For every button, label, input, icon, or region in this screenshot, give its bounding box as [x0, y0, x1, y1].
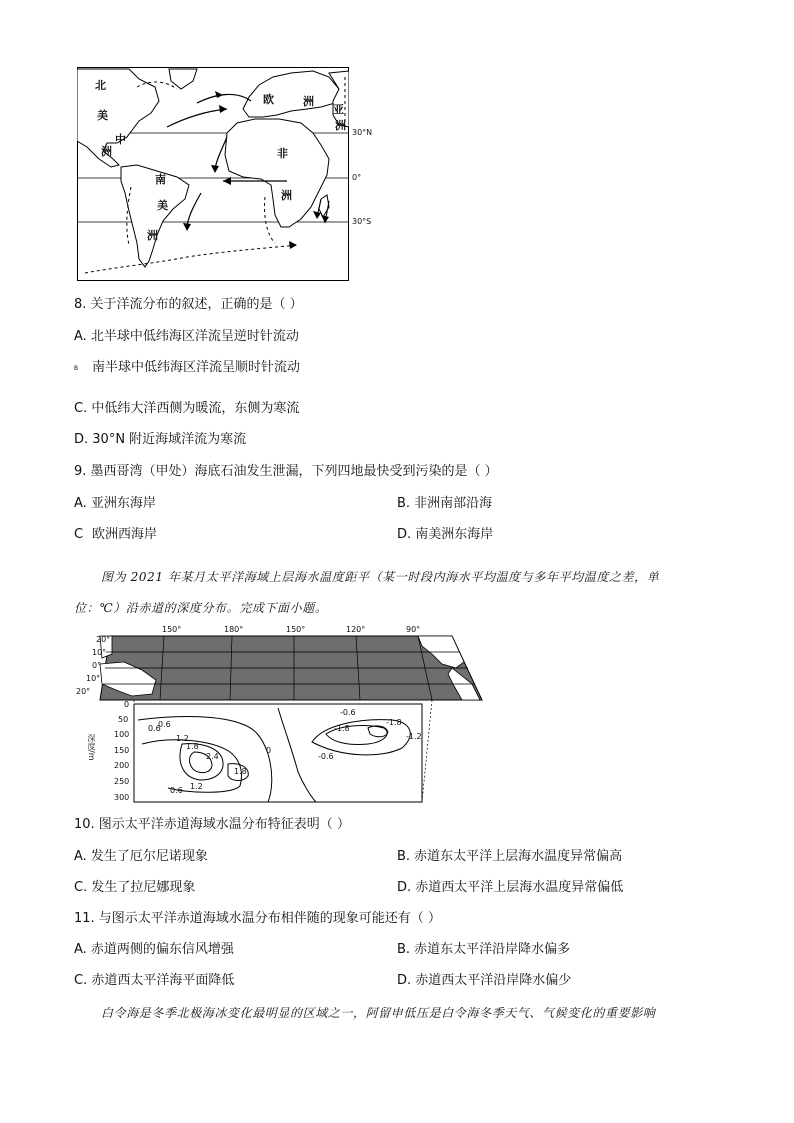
question-9-stem: 9. 墨西哥湾（甲处）海底石油发生泄漏，下列四地最快受到污染的是（ ）	[74, 464, 498, 479]
passage-bering-sea-line1: 白令海是冬季北极海冰变化最明显的区域之一，阿留申低压是白令海冬季天气、气候变化的重要影响	[101, 1006, 656, 1020]
question-8-option-a: A. 北半球中低纬海区洋流呈逆时针流动	[74, 329, 299, 344]
contour-label: 0	[266, 746, 272, 755]
label-europe: 欧	[263, 93, 274, 106]
label-asia-2: 洲	[335, 119, 346, 132]
label-africa-1: 非	[277, 147, 288, 160]
lat2-label-20s: 20°	[76, 687, 91, 696]
question-8-option-c: C. 中低纬大洋西侧为暖流，东侧为寒流	[74, 401, 300, 416]
depth-tick-100: 100	[114, 730, 130, 739]
lon-label-90w: 90°	[406, 625, 421, 634]
question-9-option-d: D. 南美洲东海岸	[397, 527, 494, 542]
depth-tick-150: 150	[114, 746, 130, 755]
label-africa-2: 洲	[281, 189, 292, 202]
pacific-anomaly-figure	[72, 624, 488, 809]
lon-label-120w: 120°	[346, 625, 366, 634]
question-11-stem: 11. 与图示太平洋赤道海域水温分布相伴随的现象可能还有（ ）	[74, 911, 441, 926]
depth-axis-title: 深度/m	[87, 734, 96, 761]
lat-label-equator: 0°	[352, 173, 362, 182]
contour-label: 1.8	[234, 767, 247, 776]
question-8-option-b-mark: B	[74, 365, 79, 372]
question-10-option-b: B. 赤道东太平洋上层海水温度异常偏高	[397, 849, 623, 864]
contour-label: 1.2	[190, 782, 203, 791]
lon-label-150e: 150°	[162, 625, 182, 634]
label-south-america-1: 南	[155, 173, 166, 186]
contour-label: -1.8	[334, 724, 350, 733]
label-north-america-1: 北	[95, 79, 106, 92]
depth-tick-50: 50	[118, 715, 129, 724]
lat2-label-10n: 10°	[92, 648, 107, 657]
ocean-current-map	[77, 67, 349, 281]
passage-pacific-intro-line2: 位：℃）沿赤道的深度分布。完成下面小题。	[74, 601, 328, 615]
label-south-america-2: 美	[157, 199, 168, 212]
label-central-2: 洲	[101, 145, 112, 158]
contour-label: -0.6	[340, 708, 356, 717]
contour-label: -1.2	[406, 732, 422, 741]
lat-label-30n: 30°N	[352, 128, 373, 137]
question-11-option-d: D. 赤道西太平洋沿岸降水偏少	[397, 973, 572, 988]
label-asia-3: 洲	[303, 95, 314, 108]
depth-tick-300: 300	[114, 793, 130, 802]
question-10-option-d: D. 赤道西太平洋上层海水温度异常偏低	[397, 880, 624, 895]
contour-label: 0.6	[170, 786, 183, 795]
contour-label: -0.6	[318, 752, 334, 761]
depth-tick-250: 250	[114, 777, 130, 786]
question-11-option-c: C. 赤道西太平洋海平面降低	[74, 973, 235, 988]
lon-label-180: 180°	[224, 625, 244, 634]
question-10-option-c: C. 发生了拉尼娜现象	[74, 880, 196, 895]
depth-tick-200: 200	[114, 761, 130, 770]
pacific-anomaly-graphic	[72, 624, 488, 809]
question-9-option-a: A. 亚洲东海岸	[74, 496, 156, 511]
label-asia-1: 亚	[333, 103, 344, 116]
contour-label: 1.8	[186, 742, 199, 751]
label-south-america-3: 洲	[147, 229, 158, 242]
contour-label: 2.4	[206, 752, 219, 761]
question-9-option-c: 欧洲西海岸	[92, 527, 158, 542]
contour-label: -1.8	[386, 718, 402, 727]
question-8-option-d: D. 30°N 附近海域洋流为寒流	[74, 432, 247, 447]
question-8-option-b: 南半球中低纬海区洋流呈顺时针流动	[92, 360, 301, 375]
depth-tick-0: 0	[124, 700, 130, 709]
contour-label: 0.6	[148, 724, 161, 733]
question-11-option-a: A. 赤道两侧的偏东信风增强	[74, 942, 234, 957]
contour-label: 1.2	[176, 734, 189, 743]
question-9-option-c-mark: C	[74, 527, 84, 542]
lat-label-30s: 30°S	[352, 217, 372, 226]
question-8-stem: 8. 关于洋流分布的叙述，正确的是（ ）	[74, 297, 303, 312]
contour-label: 0.6	[158, 720, 171, 729]
lat2-label-10s: 10°	[86, 674, 101, 683]
question-10-option-a: A. 发生了厄尔尼诺现象	[74, 849, 208, 864]
label-central-1: 中	[115, 133, 126, 146]
lat2-label-0: 0°	[92, 661, 102, 670]
label-north-america-2: 美	[97, 109, 108, 122]
question-11-option-b: B. 赤道东太平洋沿岸降水偏多	[397, 942, 571, 957]
lon-label-150w: 150°	[286, 625, 306, 634]
question-10-stem: 10. 图示太平洋赤道海域水温分布特征表明（ ）	[74, 817, 350, 832]
passage-pacific-intro-line1: 图为 2021 年某月太平洋海域上层海水温度距平（某一时段内海水平均温度与多年平均温度之差，单	[101, 570, 660, 584]
question-9-option-b: B. 非洲南部沿海	[397, 496, 493, 511]
lat2-label-20n: 20°	[96, 635, 111, 644]
